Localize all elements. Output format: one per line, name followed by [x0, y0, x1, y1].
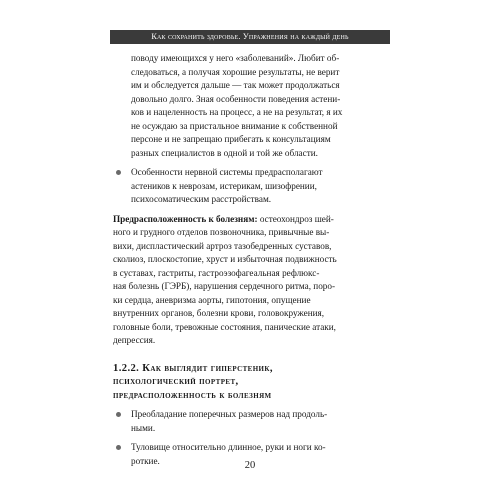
text-line: депрессия. [113, 335, 156, 345]
bullet-item-transverse-sizes [113, 408, 383, 435]
section-heading [113, 362, 383, 403]
bullet-icon [116, 445, 121, 450]
heading-line: 1.2.2. Как выглядит гиперстеник, [113, 362, 273, 374]
bullet-icon [116, 412, 121, 417]
page-body [113, 52, 383, 468]
text-line: ков и нацеленность на процесс, а не на результат, я их [131, 107, 343, 117]
text-line: ки сердца, аневризма аорты, гипотония, опущение [113, 294, 311, 305]
running-header: Как сохранить здоровье. Упражнения на каждый день [110, 30, 390, 44]
text-line: вихи, диспластический артроз тазобедренных суставов, [113, 240, 332, 251]
text-line: персоне и не запрещаю прибегать к консультациям [131, 134, 331, 144]
bullet-item-nervous-system [113, 166, 383, 207]
text-line: в суставах, гастриты, гастроэзофагеальная рефлюкс- [113, 267, 320, 278]
text-line: разных специалистов в одной и той же области. [131, 147, 318, 158]
text-line: Преобладание поперечных размеров над продоль- [131, 409, 328, 419]
text-line: довольно долго. Зная особенности поведения астени- [131, 93, 341, 104]
text-line: головные боли, тревожные состояния, панические атаки, [113, 321, 336, 332]
bullet-icon [116, 170, 121, 175]
text-line: ными. [131, 422, 156, 433]
text-line: поводу имеющихся у него «заболеваний». Любит об- [131, 53, 340, 63]
heading-line: предрасположенность к болезням [113, 389, 272, 401]
paragraph-continuation [113, 52, 383, 160]
text-line: астеников к неврозам, истерикам, шизофрении, [131, 180, 317, 191]
page-number: 20 [244, 460, 256, 471]
predisposition-first-line: остеохондроз шей- [257, 213, 334, 224]
text-line [113, 213, 383, 227]
text-line: сколиоз, плоскостопие, хруст и избыточная подвижность [113, 254, 337, 264]
text-line: следоваться, а получая хорошие результаты, не верит [131, 66, 340, 77]
text-line: ного и грудного отделов позвоночника, привычные вы- [113, 227, 330, 237]
text-line: роткие. [131, 455, 160, 466]
predisposition-paragraph [113, 213, 383, 348]
predisposition-label: Предрасположенность к болезням: [113, 213, 258, 224]
text-line: не осуждаю за пристальное внимание к собственной [131, 120, 338, 131]
text-line: внутренних органов, болезни крови, головокружения, [113, 308, 325, 318]
text-line: ная болезнь (ГЭРБ), нарушения сердечного ритма, поро- [113, 281, 336, 291]
text-line: Особенности нервной системы предрасполагают [131, 167, 323, 177]
text-line: психосоматическим расстройствам. [131, 194, 272, 204]
text-line: им и обследуется дальше — так может продолжаться [131, 80, 340, 90]
heading-line: психологический портрет, [113, 376, 239, 387]
text-line: Туловище относительно длинное, руки и ноги ко- [131, 442, 326, 452]
